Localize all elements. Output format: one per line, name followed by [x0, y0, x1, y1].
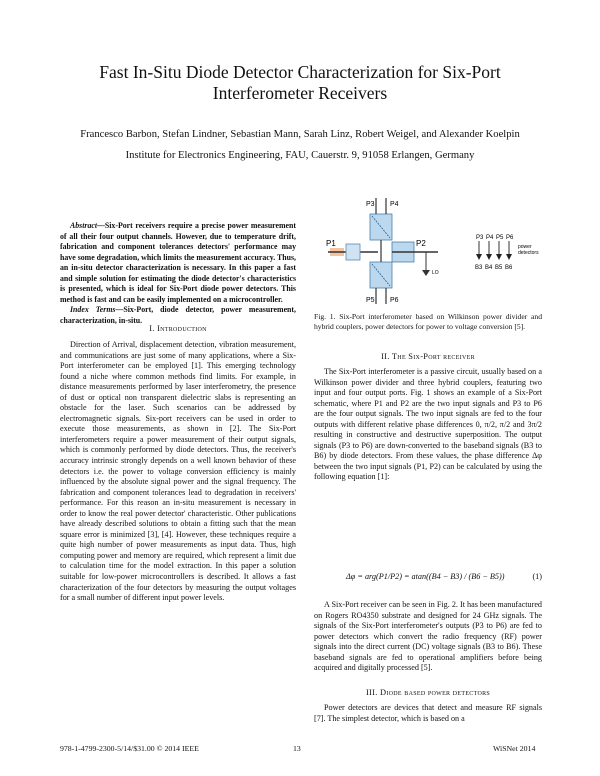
- section-3-paragraph: Power detectors are devices that detect and measure RF signals [7]. The simplest detector, which is based on a: [314, 703, 542, 723]
- section-2-body: [314, 367, 542, 483]
- index-terms-text: —Six-Port, diode detector, power measurement, characterization, in-situ.: [60, 305, 296, 325]
- det-p4: P4: [486, 235, 494, 241]
- p1-label: P1: [326, 239, 336, 248]
- power-label: power: [518, 244, 532, 250]
- section-3-body: [314, 703, 542, 724]
- equation-body: Δφ = arg(P1/P2) = atan((B4 − B3) / (B6 − B5)): [346, 572, 505, 581]
- figure-1-caption: Fig. 1. Six-Port interferometer based on Wilkinson power divider and hybrid couplers, power detectors for power to voltage conversion [5].: [314, 312, 542, 331]
- det-b4: B4: [485, 265, 493, 271]
- section-2-paragraph-1: The Six-Port interferometer is a passive circuit, usually based on a Wilkinson power divider and three hybrid couplers, featuring two input and four output ports. Fig. 1 shows an example of a Six-Port schematic, where P1 and P2 are the two input signals and P3 to P6 are the four output signals. The two input signals are fed to the four outputs with different relative phase differences 0, π/2, π/2 and 3π/2 resulting in constructive and destructive superposition. The output signals (P3 to P6) are down-converted to the baseband signals (B3 to B6) by diode detectors. From these values, the phase difference Δφ between the two input signals (P1, P2) can be calculated by using the following equation [1]:: [314, 367, 542, 482]
- p2-label: P2: [416, 239, 426, 248]
- footer-copyright: 978-1-4799-2300-5/14/$31.00 © 2014 IEEE: [60, 744, 199, 753]
- abstract-label: Abstract: [70, 221, 98, 230]
- wilkinson-divider: [346, 244, 360, 260]
- section-1-paragraph: Direction of Arrival, displacement detection, vibration measurement, and communications are just some of many applications, where a Six-Port interferometer can be employed [1]. This emerging technology found a niche where common methods find limits. For example, in distance measurements performed by laser interferometry, the presence of dust or optical non transparent dielectric slabs is representing an obstacle for the laser. Such scenarios can be addressed by electromagnetic signals. Six-port receivers can be used in order to execute those measurements, as shown in [2]. The Six-Port interferometers require a power measurement of their output signals, which is commonly performed by diode detectors. Thus, the receiver's accuracy intrinsic strongly depends on a well known behavior of these detectors i.e. the power to voltage conversion efficiency is mainly influenced by the absolute signal power and the signal frequency. The fabrication and component tolerances lead to degradation in receivers' performance. For this reason an in-situ measurement is necessary in order to know the real power detector' characteristic. Other publications have already described solutions to obtain a fitting such that the mean square error is minimized [3], [4]. However, these techniques require a quite high number of power measurements as input data. Thus, high computing power and memory are required, which represent a limit due to calculation time for the model extraction. In this paper a solution suitable for low-power microcontrollers is described. It allows a fast characterization of the four detectors by measuring the output voltages for a small number of different input power levels.: [60, 340, 296, 603]
- hybrid-coupler-top: [370, 214, 392, 240]
- section-2-paragraph-2: A Six-Port receiver can be seen in Fig. 2. It has been manufactured on Rogers RO4350 substrate and designed for 24 GHz signals. The signals of the Six-Port interferometer's outputs (P3 to P6) are fed to power detectors which convert the radio frequency (RF) power signals into the direct current (DC) voltage signals (B3 to B6). These baseband signals are fed to operational amplifiers before being acquired and digitally processed [5].: [314, 600, 542, 673]
- index-terms-label: Index Terms: [70, 305, 116, 315]
- lo-label: LO: [432, 270, 439, 276]
- detectors-label: detectors: [518, 250, 539, 256]
- six-port-schematic: [318, 196, 548, 308]
- abstract-text: —Six-Port receivers require a precise power measurement of all their four output channels. However, due to temperature drift, fabrication and component tolerances detectors' performance may have some degradation, which limits the measurement accuracy. Thus, an in-situ detector characterization is necessary. In this paper a fast and simple solution for estimating the diode detector's characteristics is presented, which is ideal for Six-Port diode power detectors. This method is fast and can be easily implemented on a microcontroller.: [60, 221, 296, 304]
- figure-1: [318, 196, 548, 308]
- section-3-heading: III. Diode based power detectors: [365, 688, 491, 697]
- section-2-heading: II. The Six-Port receiver: [381, 352, 475, 361]
- det-b5: B5: [495, 265, 503, 271]
- authors: Francesco Barbon, Stefan Lindner, Sebastian Mann, Sarah Linz, Robert Weigel, and Alexander Koelpin: [80, 129, 520, 140]
- hybrid-coupler-bottom: [370, 262, 392, 288]
- p6-label: P6: [390, 297, 399, 304]
- page-number: 13: [293, 744, 301, 753]
- det-b3: B3: [475, 265, 483, 271]
- title-line-2: Interferometer Receivers: [212, 83, 388, 103]
- footer-conference: WiSNet 2014: [493, 744, 536, 753]
- det-p5: P5: [496, 235, 504, 241]
- paper-title: [40, 62, 560, 104]
- section-1-heading: I. Introduction: [149, 324, 207, 333]
- det-p6: P6: [506, 235, 514, 241]
- p3-label: P3: [366, 201, 375, 208]
- power-detectors: [475, 235, 539, 271]
- det-p3: P3: [476, 235, 484, 241]
- section-2-body-2: [314, 600, 542, 674]
- det-b6: B6: [505, 265, 513, 271]
- equation-number: (1): [532, 572, 542, 581]
- p4-label: P4: [390, 201, 399, 208]
- title-line-1: Fast In-Situ Diode Detector Characterization for Six-Port: [99, 62, 501, 82]
- section-1-body: [60, 340, 296, 604]
- abstract: [60, 221, 296, 326]
- affiliation: Institute for Electronics Engineering, FAU, Cauerstr. 9, 91058 Erlangen, Germany: [125, 150, 475, 161]
- p5-label: P5: [366, 297, 375, 304]
